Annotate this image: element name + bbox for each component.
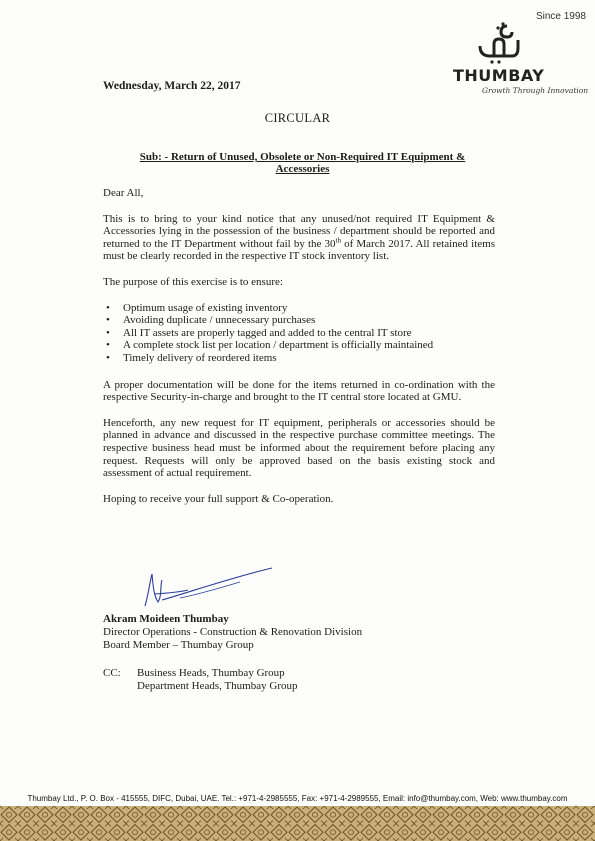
paragraph-purpose: The purpose of this exercise is to ensure: [103,275,283,288]
cc-recipient: Business Heads, Thumbay Group [137,667,285,679]
list-item [106,351,495,365]
cc-recipient: Department Heads, Thumbay Group [137,680,298,692]
paragraph-intro-text-2: of March 2017. All retained items must be clearly recorded in the respective IT stock inventory list. [103,237,495,263]
handwritten-signature [140,566,280,610]
list-item-text: Timely delivery of reordered items [123,351,277,364]
paragraph-documentation: A proper documentation will be done for the items returned in co-ordination with the respective Security-in-charge and brought to the IT central store located at GMU. [103,378,495,404]
bullet-icon: • [106,339,110,352]
bullet-icon: • [106,326,110,339]
company-tagline: Growth Through Innovation [482,86,589,95]
salutation: Dear All, [103,187,144,199]
signatory-title: Director Operations - Construction & Renovation Division [103,626,363,638]
subject-line [120,151,485,175]
paragraph-intro-text-1: This is to bring to your kind notice that any unused/not required IT Equipment & Accessories lying in the possession of the business / department should be reported and returned to the IT Department without fail by the 30 [103,212,495,250]
company-wordmark: THUMBAY [453,66,545,85]
superscript-th: th [335,236,341,245]
company-logo [446,22,589,97]
paragraph-henceforth: Henceforth, any new request for IT equipment, peripherals or accessories should be planned in advance and discussed in the respective purchase committee meetings. The respective business head must be informed about the requirement before placing any request. Requests will only be approved based on the basis existing stock and assessment of actual requirement. [103,416,495,480]
signatory-block [103,613,362,652]
list-item [106,314,495,327]
list-item-text: Optimum usage of existing inventory [123,301,288,314]
letter-body [103,187,495,505]
subject-line-1: Sub: - Return of Unused, Obsolete or Non-Required IT Equipment & [139,151,466,163]
signatory-name: Akram Moideen Thumbay [103,613,229,625]
letter-date: Wednesday, March 22, 2017 [103,80,241,92]
bullet-icon: • [106,314,110,327]
list-item [106,301,495,315]
list-item-text: All IT assets are properly tagged and added to the central IT store [123,326,412,339]
logo-mark-icon [474,22,524,64]
bullet-icon: • [106,351,110,364]
subject-line-2: Accessories [275,163,330,175]
document-title: CIRCULAR [264,111,331,125]
list-item [106,326,495,340]
cc-recipients [137,667,297,693]
purpose-list [103,302,495,365]
footer-contact: Thumbay Ltd., P. O. Box - 415555, DIFC, Dubai, UAE. Tel.: +971-4-2985555, Fax: +971-4-2989555, Email: info@thumbay.com, Web: www.thumbay.com [27,794,568,803]
since-label: Since 1998 [535,11,586,22]
paragraph-closing: Hoping to receive your full support & Co-operation. [103,492,334,505]
bullet-icon: • [106,301,110,314]
signatory-board-role: Board Member – Thumbay Group [103,639,254,651]
paragraph-intro [103,213,495,263]
list-item-text: Avoiding duplicate / unnecessary purchases [123,314,316,327]
list-item-text: A complete stock list per location / department is officially maintained [123,339,434,352]
list-item [106,339,495,352]
cc-label: CC: [103,667,121,679]
decorative-pattern-band [0,806,595,841]
